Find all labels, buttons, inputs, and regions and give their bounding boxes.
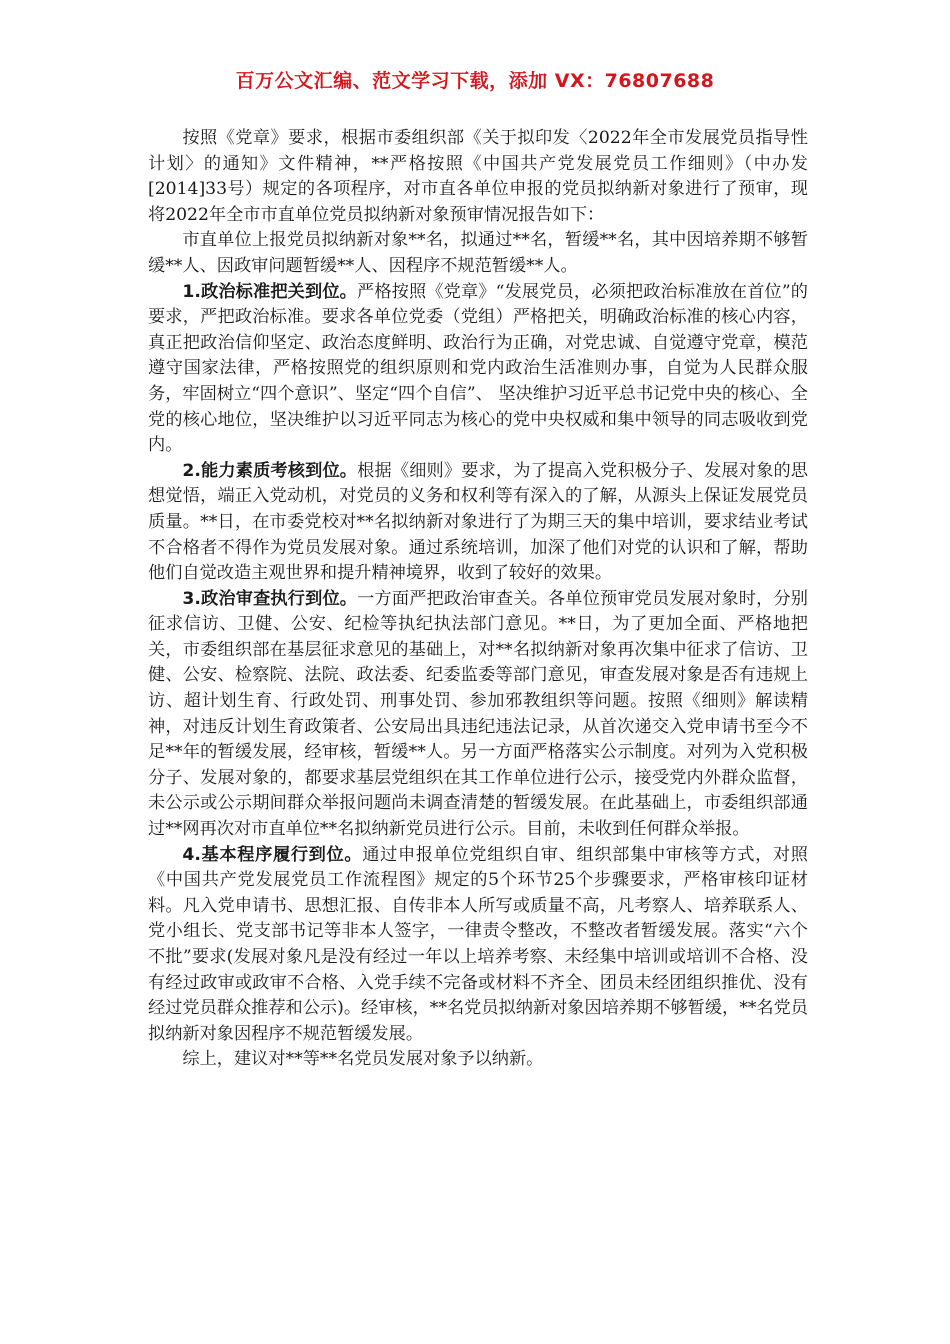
section-body-2: 根据《细则》要求，为了提高入党积极分子、发展对象的思想觉悟，端正入党动机，对党员的义务和权利等有深入的了解，从源头上保证发展党员质量。**日，在市委党校对**名拟纳新对象进行了为期三天的集中培训，要求结业考试不合格者不得作为党员发展对象。通过系统培训，加深了他们对党的认识和了解，帮助他们自觉改造主观世界和提升精神境界，收到了较好的效果。: [148, 460, 808, 584]
section-paragraph-3: [148, 587, 808, 843]
conclusion-paragraph: 综上，建议对**等**名党员发展对象予以纳新。: [182, 1049, 544, 1070]
section-heading-4: 4.基本程序履行到位。: [182, 844, 363, 865]
summary-paragraph: 市直单位上报党员拟纳新对象**名，拟通过**名，暂缓**名，其中因培养期不够暂缓**人、因政审问题暂缓**人、因程序不规范暂缓**人。: [148, 230, 808, 276]
section-heading-2: 2.能力素质考核到位。: [182, 460, 358, 481]
report-body: [148, 126, 808, 1073]
download-watermark-header: 百万公文汇编、范文学习下载，添加 VX：76807688: [235, 70, 715, 92]
section-heading-3: 3.政治审查执行到位。: [182, 588, 358, 609]
section-paragraph-2: [148, 459, 808, 587]
section-body-4: 通过申报单位党组织自审、组织部集中审核等方式，对照《中国共产党发展党员工作流程图》规定的5个环节25个步骤要求，严格审核印证材料。凡入党申请书、思想汇报、自传非本人所写或质量不高，凡考察人、培养联系人、党小组长、党支部书记等非本人签字，一律责令整改，不整改者暂缓发展。落实“六个不批”要求(发展对象凡是没有经过一年以上培养考察、未经集中培训或培训不合格、没有经过政审或政审不合格、入党手续不完备或材料不齐全、团员未经团组织推优、没有经过党员群众推荐和公示)。经审核，**名党员拟纳新对象因培养期不够暂缓，**名党员拟纳新对象因程序不规范暂缓发展。: [148, 844, 808, 1044]
section-paragraph-4: [148, 843, 808, 1048]
section-paragraph-1: [148, 280, 808, 459]
section-body-1: 严格按照《党章》“发展党员，必须把政治标准放在首位”的要求，严把政治标准。要求各单位党委（党组）严格把关，明确政治标准的核心内容，真正把政治信仰坚定、政治态度鲜明、政治行为正确，对党忠诚、自觉遵守党章，模范遵守国家法律，严格按照党的组织原则和党内政治生活准则办事，自觉为人民群众服务，牢固树立“四个意识”、坚定“四个自信”、 坚决维护习近平总书记党中央的核心、全党的核心地位，坚决维护以习近平同志为核心的党中央权威和集中领导的同志吸收到党内。: [148, 281, 808, 456]
section-body-3: 一方面严把政治审查关。各单位预审党员发展对象时，分别征求信访、卫健、公安、纪检等执纪执法部门意见。**日，为了更加全面、严格地把关，市委组织部在基层征求意见的基础上，对**名拟纳新对象再次集中征求了信访、卫健、公安、检察院、法院、政法委、纪委监委等部门意见，审查发展对象是否有违规上访、超计划生育、行政处罚、刑事处罚、参加邪教组织等问题。按照《细则》解读精神，对违反计划生育政策者、公安局出具违纪违法记录，从首次递交入党申请书至今不足**年的暂缓发展，经审核，暂缓**人。另一方面严格落实公示制度。对列为入党积极分子、发展对象的，都要求基层党组织在其工作单位进行公示，接受党内外群众监督，未公示或公示期间群众举报问题尚未调查清楚的暂缓发展。在此基础上，市委组织部通过**网再次对市直单位**名拟纳新党员进行公示。目前，未收到任何群众举报。: [148, 588, 808, 840]
section-heading-1: 1.政治标准把关到位。: [182, 281, 357, 302]
intro-paragraph: 按照《党章》要求，根据市委组织部《关于拟印发〈2022年全市发展党员指导性计划〉的通知》文件精神，**严格按照《中国共产党发展党员工作细则》（中办发[2014]33号）规定的各项程序，对市直各单位申报的党员拟纳新对象进行了预审，现将2022年全市市直单位党员拟纳新对象预审情况报告如下：: [148, 128, 808, 225]
